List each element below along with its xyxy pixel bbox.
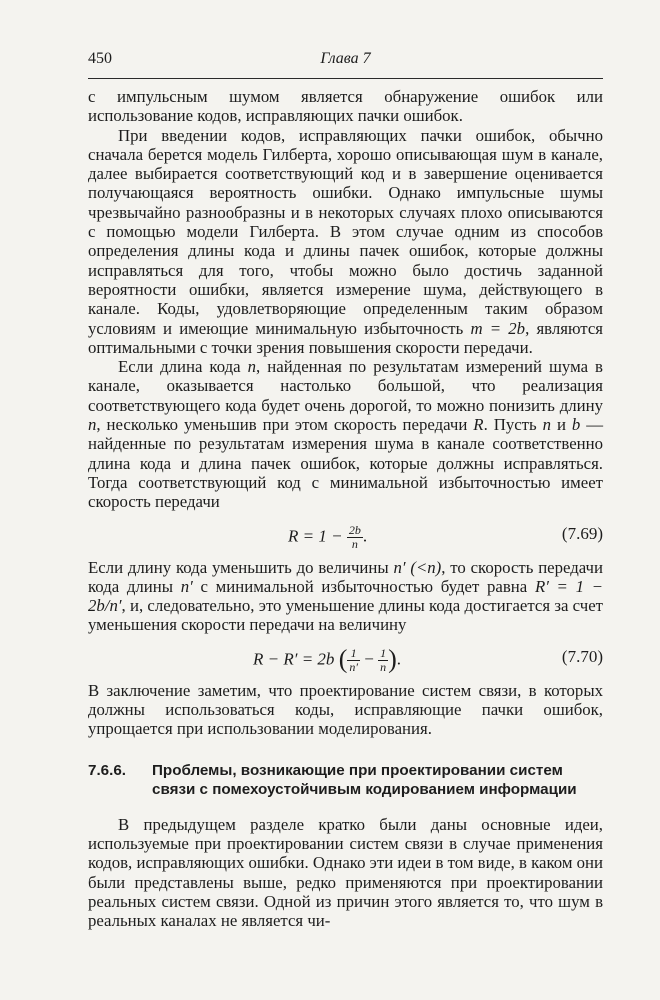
p4-text-d: , и, следовательно, это уменьшение длины кода достигается за счет уменьшения скорости передачи на величину — [88, 596, 603, 635]
p3-text-e: и — [556, 415, 566, 435]
section-title: Проблемы, возникающие при проектировании систем связи с помехоустойчивым кодированием информации — [152, 761, 577, 798]
eq-lhs: R = 1 − — [288, 525, 343, 545]
fraction — [378, 647, 388, 674]
page-number: 450 — [88, 50, 112, 67]
minus-sign: − — [364, 649, 374, 669]
math-inline: R′ = 1 − 2b/n′ — [88, 576, 603, 616]
equation-7-70 — [88, 641, 603, 675]
var-n: n — [88, 415, 97, 435]
equation-label: (7.70) — [561, 646, 603, 666]
paragraph-4 — [88, 558, 603, 635]
frac-numerator: 1 — [347, 647, 360, 661]
fraction — [347, 647, 360, 674]
frac-denominator: n — [380, 659, 387, 674]
p4-text-b: , то скорость передачи кода длины — [88, 557, 603, 596]
var-n: n — [542, 415, 551, 435]
eq-lhs: R − R′ = 2b — [253, 649, 335, 669]
frac-denominator: n′ — [349, 659, 358, 674]
running-head: Глава 7 — [320, 50, 371, 67]
var-r: R — [473, 415, 484, 435]
frac-numerator: 2b — [348, 522, 361, 537]
p3-text-b: , найденная по результатам измерений шума в канале, оказывается настолько большой, что реализация соответствующего кода будет очень дорогой, то можно понизить длину — [88, 357, 603, 415]
fraction — [347, 524, 363, 551]
frac-numerator: 1 — [380, 645, 387, 660]
paragraph-5: В заключение заметим, что проектирование систем связи, в которых должны использоваться коды, исправляющие пачки ошибок, упрощается при использовании моделирования. — [88, 680, 603, 739]
section-heading — [88, 761, 603, 799]
paragraph-6: В предыдущем разделе кратко были даны основные идеи, используемые при проектировании систем связи в случае применения кодов, исправляющих ошибки. Однако эти идеи в том виде, в каком они были представлены выше, редко применяются при проектировании реальных систем связи. Одной из причин этого является то, что шум в реальных каналах не является чи- — [88, 814, 603, 931]
page-body — [88, 87, 603, 930]
equation-7-69-formula — [288, 524, 367, 551]
right-paren: ) — [388, 644, 397, 674]
eq-tail: . — [362, 525, 368, 545]
header-rule — [88, 78, 603, 79]
paragraph-2-end: , являются оптимальными с точки зрения повышения скорости передачи. — [88, 318, 603, 357]
equation-7-70-formula — [253, 644, 401, 674]
min-redundancy-math: m = 2b — [470, 318, 526, 338]
p3-text-f: — найденные по результатам измерения шума в канале соответственно длина кода и длина пачек ошибок, которые должны исправляться. Тогда соответствующий код с минимальной избыточностью имеет скорость передачи — [88, 415, 604, 512]
paragraph-1: с импульсным шумом является обнаружение ошибок или использование кодов, исправляющих пачки ошибок. — [88, 87, 603, 126]
frac-denominator: n — [351, 536, 358, 551]
left-paren: ( — [338, 644, 348, 674]
section-number: 7.6.6. — [88, 761, 126, 779]
p4-text-c: с минимальной избыточностью будет равна — [200, 576, 528, 596]
equation-label: (7.69) — [561, 523, 603, 543]
p3-text-c: , несколько уменьшив при этом скорость передачи — [96, 415, 468, 435]
math-inline: n′ — [180, 576, 193, 596]
paragraph-3 — [88, 357, 603, 511]
math-inline: n′ (<n) — [393, 557, 442, 577]
var-n: n — [247, 357, 257, 377]
paragraph-2-text: При введении кодов, исправляющих пачки ошибок, обычно сначала берется модель Гилберта, хорошо описывающая шум в канале, далее выбирается соответствующий код и в завершение оценивается получающаяся вероятность ошибки. Однако импульсные шумы чрезвычайно разнообразны и в некоторых случаях плохо описываются с помощью модели Гилберта. В этом случае одним из способов определения длины кода и длины пачек ошибок, которые должны исправляться для того, чтобы можно было достичь заданной вероятности ошибки, является измерение шума, действующего в канале. Коды, удовлетворяющие определенным таким образом условиям и имеющие минимальную избыточность — [88, 125, 603, 338]
p3-text-a: Если длина кода — [118, 357, 241, 377]
p3-text-d: . Пусть — [483, 415, 537, 435]
var-b: b — [571, 415, 581, 435]
p4-text-a: Если длину кода уменьшить до величины — [88, 557, 389, 577]
eq-tail: . — [396, 649, 401, 669]
equation-7-69 — [88, 518, 603, 552]
paragraph-2 — [88, 126, 603, 358]
page-header — [88, 50, 603, 72]
